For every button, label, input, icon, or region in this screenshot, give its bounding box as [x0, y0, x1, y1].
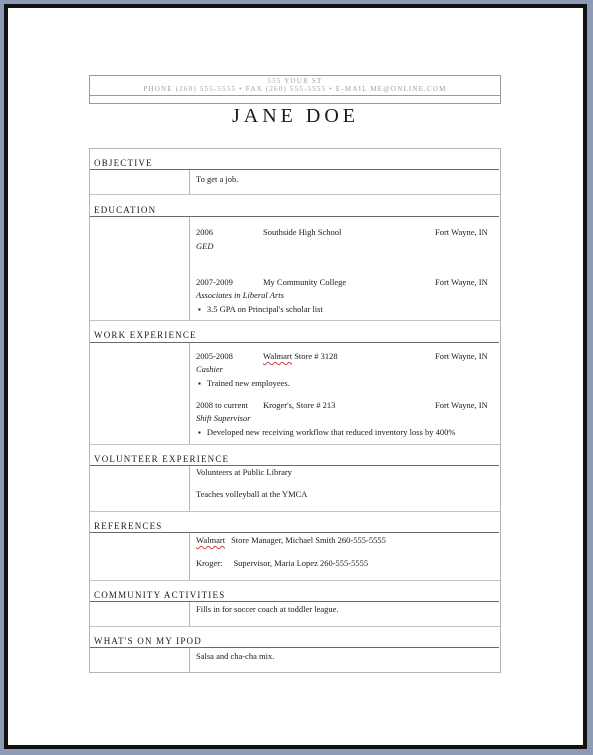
edu-2-bullet: ▪ 3.5 GPA on Principal's scholar list — [198, 304, 323, 314]
work-1-date: 2005-2008 — [196, 351, 233, 361]
section-title-volunteer: VOLUNTEER EXPERIENCE — [94, 454, 230, 464]
section-rule — [90, 532, 499, 533]
reference-2-detail: Supervisor, Maria Lopez 260-555-5555 — [233, 558, 369, 568]
row-divider — [90, 580, 500, 581]
section-rule — [90, 601, 499, 602]
edu-1-date: 2006 — [196, 227, 213, 237]
work-2-employer: Kroger's, Store # 213 — [263, 400, 336, 410]
contact-header-box — [89, 75, 501, 104]
column-divider — [189, 648, 190, 672]
section-title-ipod: WHAT'S ON MY IPOD — [94, 636, 202, 646]
work-1-bullet: ▪ Trained new employees. — [198, 378, 290, 388]
column-divider — [189, 466, 190, 511]
column-divider — [189, 602, 190, 626]
edu-1-school: Southside High School — [263, 227, 342, 237]
section-title-education: EDUCATION — [94, 205, 157, 215]
section-rule — [90, 342, 499, 343]
edu-2-degree: Associates in Liberal Arts — [196, 290, 284, 300]
work-2-date: 2008 to current — [196, 400, 248, 410]
edu-2-school: My Community College — [263, 277, 347, 287]
reference-1-detail: Store Manager, Michael Smith 260-555-5555 — [231, 535, 386, 545]
resume-table — [89, 148, 501, 673]
section-title-objective: OBJECTIVE — [94, 158, 153, 168]
edu-1-degree: GED — [196, 241, 214, 251]
row-divider — [90, 444, 500, 445]
community-text: Fills in for soccer coach at toddler league. — [196, 604, 339, 614]
resume-name: JANE DOE — [232, 105, 359, 127]
volunteer-item-2: Teaches volleyball at the YMCA — [196, 489, 308, 499]
work-2-location: Fort Wayne, IN — [435, 400, 488, 410]
column-divider — [189, 533, 190, 580]
work-1-role: Cashier — [196, 364, 223, 374]
edu-2-location: Fort Wayne, IN — [435, 277, 488, 287]
section-rule — [90, 169, 499, 170]
contact-line: PHONE (260) 555-5555 • FAX (260) 555-5555 • E-MAIL ME@ONLINE.COM — [143, 85, 447, 93]
section-title-work: WORK EXPERIENCE — [94, 330, 197, 340]
section-rule — [90, 647, 499, 648]
objective-text: To get a job. — [196, 174, 239, 184]
row-divider — [90, 511, 500, 512]
address-line: 555 YOUR ST — [267, 77, 323, 85]
row-divider — [90, 194, 500, 195]
document-page — [8, 8, 583, 745]
ipod-text: Salsa and cha-cha mix. — [196, 651, 275, 661]
spellcheck-underline-walmart: Walmart — [263, 351, 293, 361]
row-divider — [90, 320, 500, 321]
volunteer-item-1: Volunteers at Public Library — [196, 467, 292, 477]
reference-1 — [196, 535, 386, 545]
work-1-employer-store: Store # 3128 — [292, 351, 338, 361]
header-divider — [90, 95, 500, 96]
section-title-references: REFERENCES — [94, 521, 163, 531]
reference-2 — [196, 558, 368, 568]
work-1-location: Fort Wayne, IN — [435, 351, 488, 361]
row-divider — [90, 626, 500, 627]
reference-1-org: Walmart — [196, 535, 226, 545]
work-2-role: Shift Supervisor — [196, 413, 251, 423]
work-1-employer — [263, 351, 338, 361]
edu-2-date: 2007-2009 — [196, 277, 233, 287]
column-divider — [189, 217, 190, 320]
section-title-community: COMMUNITY ACTIVITIES — [94, 590, 226, 600]
section-rule — [90, 216, 499, 217]
column-divider — [189, 170, 190, 194]
reference-2-org: Kroger: — [196, 558, 223, 568]
column-divider — [189, 343, 190, 444]
section-rule — [90, 465, 499, 466]
edu-1-location: Fort Wayne, IN — [435, 227, 488, 237]
work-2-bullet: ▪ Developed new receiving workflow that reduced inventory loss by 400% — [198, 427, 455, 437]
